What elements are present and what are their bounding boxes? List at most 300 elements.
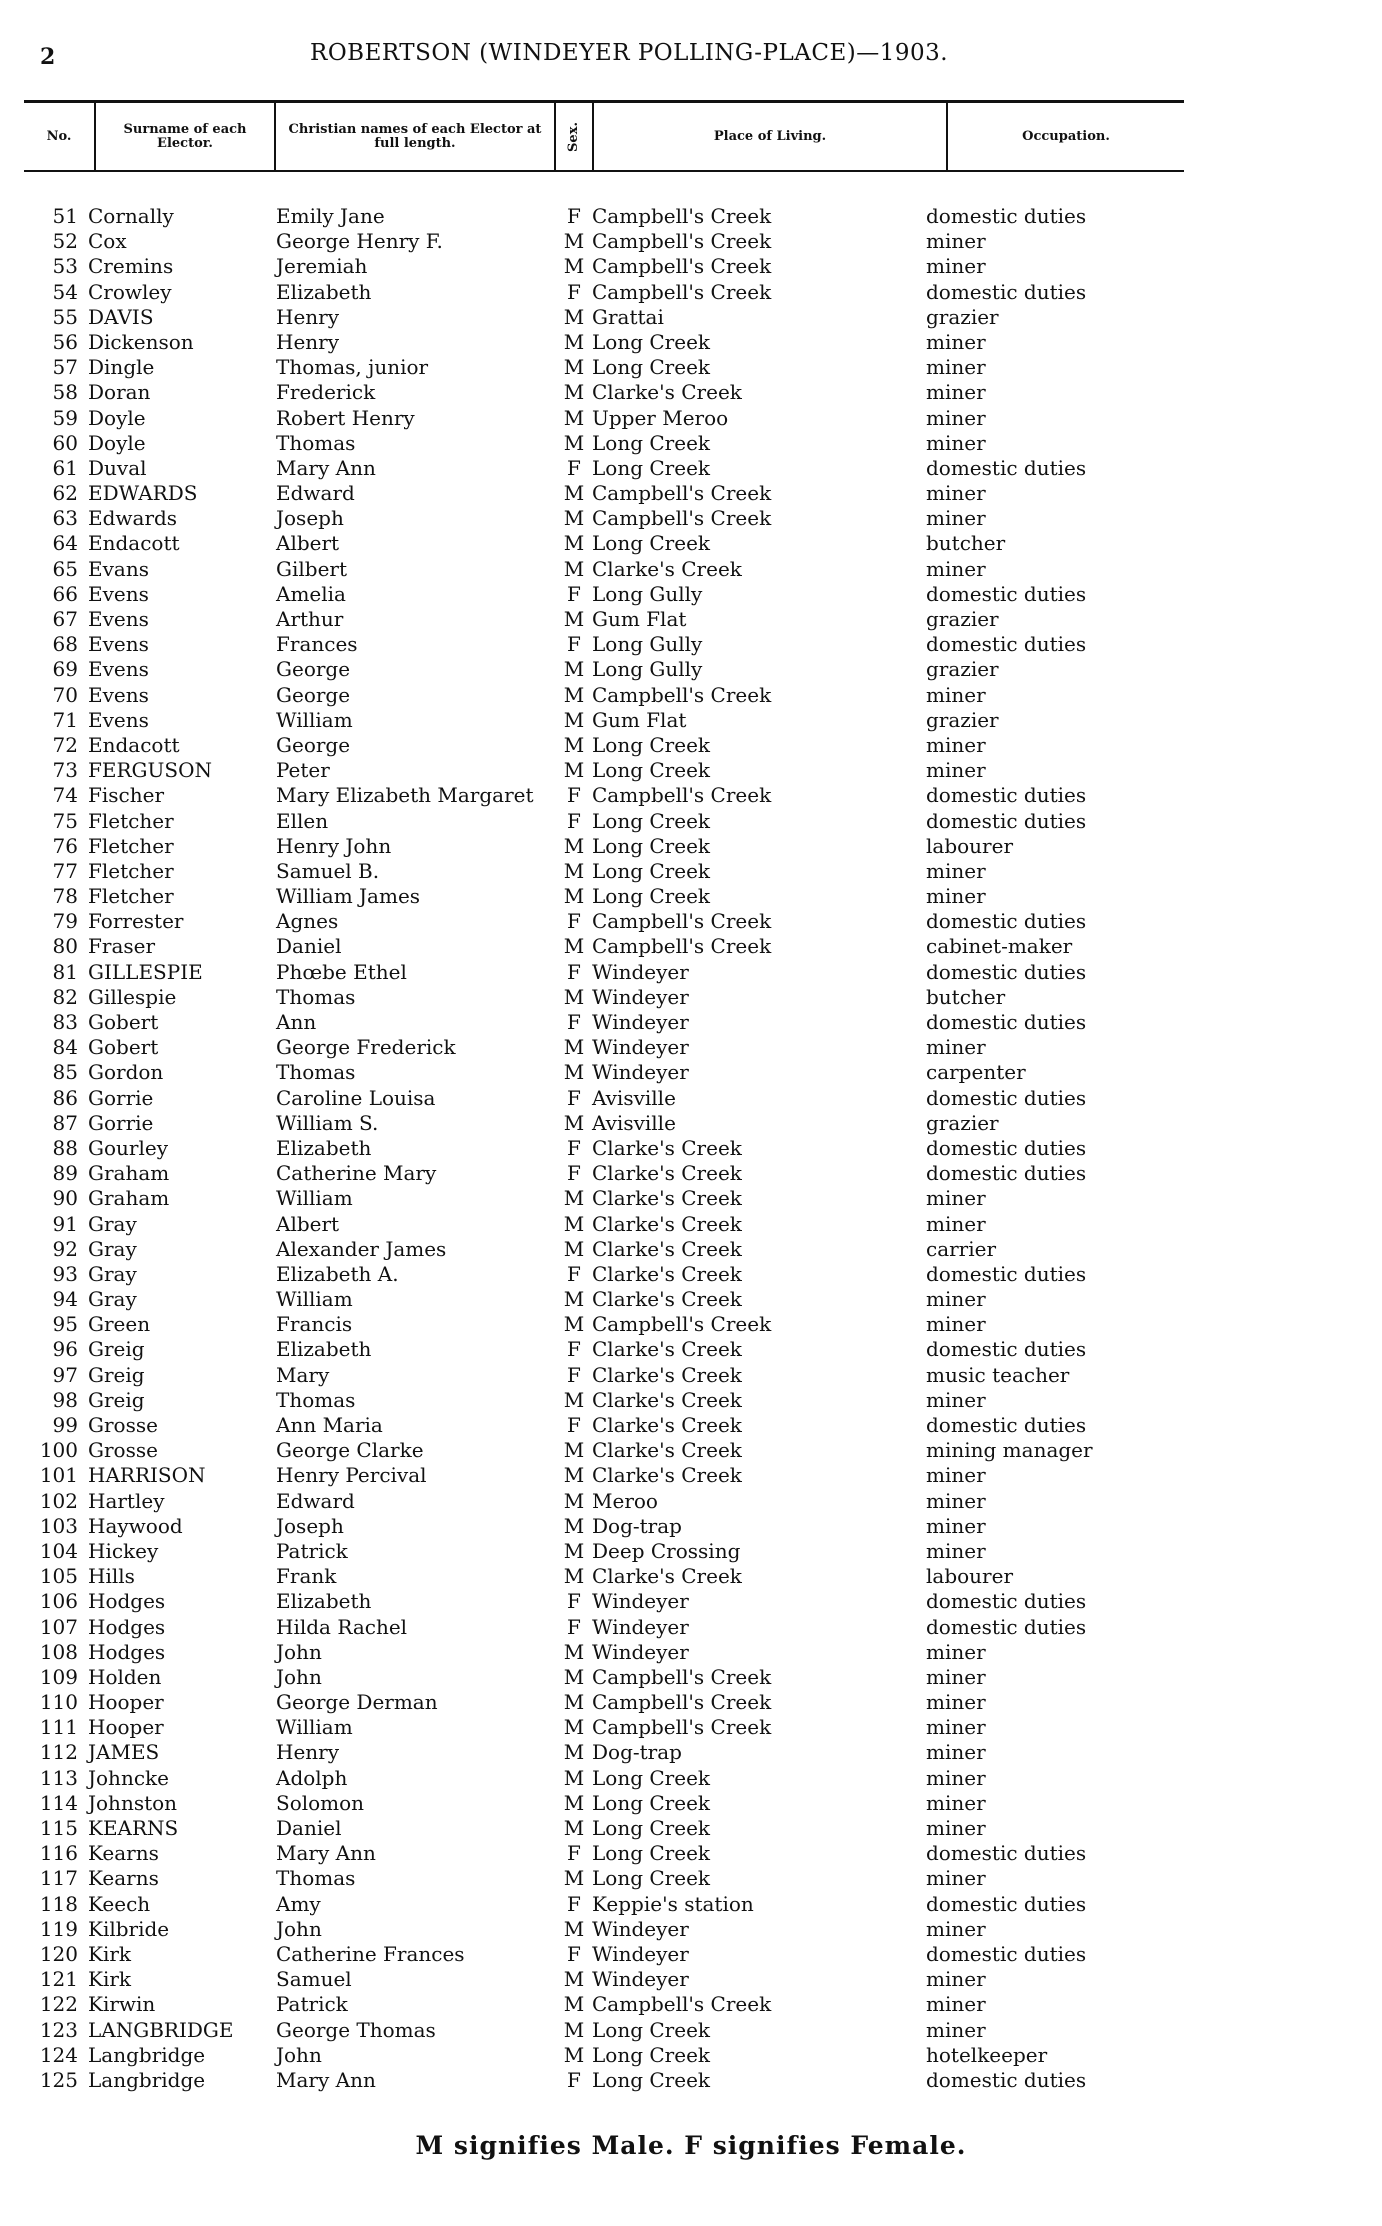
elector-surname: Crowley [88,279,172,304]
elector-surname: Hodges [88,1614,166,1639]
elector-place-of-living: Long Creek [592,2067,711,2092]
elector-place-of-living: Long Creek [592,808,711,833]
elector-occupation: labourer [926,1564,1014,1589]
elector-surname: FERGUSON [88,758,212,783]
elector-christian-names: Edward [276,481,355,506]
elector-sex: M [563,1236,585,1261]
elector-occupation: miner [926,1387,986,1412]
elector-sex: M [563,1312,585,1337]
elector-place-of-living: Long Gully [592,632,703,657]
elector-sex: F [567,1135,581,1160]
elector-place-of-living: Long Creek [592,1765,711,1790]
elector-surname: Fletcher [88,808,174,833]
elector-number: 79 [52,909,78,934]
elector-place-of-living: Campbell's Creek [592,934,772,959]
elector-sex: F [567,808,581,833]
elector-number: 114 [39,1790,78,1815]
elector-christian-names: Gilbert [276,556,348,581]
elector-number: 51 [52,204,78,228]
elector-sex: F [567,783,581,808]
elector-number: 95 [52,1312,78,1337]
elector-christian-names: Mary [276,1362,330,1387]
elector-surname: Gorrie [88,1110,154,1135]
elector-number: 124 [39,2042,78,2067]
elector-sex: M [563,732,585,757]
elector-sex: M [563,682,585,707]
elector-place-of-living: Clarke's Creek [592,1564,742,1589]
table-row [0,834,1382,859]
elector-occupation: domestic duties [926,581,1087,606]
elector-sex: M [563,833,585,858]
elector-christian-names: John [276,1664,322,1689]
electors-list [0,204,1382,2093]
elector-sex: F [567,1941,581,1966]
elector-christian-names: Henry [276,304,340,329]
elector-sex: F [567,1614,581,1639]
elector-surname: Kirk [88,1941,132,1966]
elector-christian-names: Daniel [276,1816,342,1840]
elector-christian-names: Patrick [276,1538,348,1563]
elector-place-of-living: Long Creek [592,1841,711,1866]
elector-occupation: domestic duties [926,2067,1087,2092]
elector-christian-names: Amy [276,1891,321,1916]
table-row [0,1489,1382,1514]
elector-surname: Doyle [88,405,146,430]
elector-occupation: miner [926,254,986,279]
elector-christian-names: George [276,682,351,707]
elector-place-of-living: Long Creek [592,2042,711,2067]
elector-sex: F [567,959,581,984]
elector-occupation: grazier [926,304,999,329]
elector-sex: F [567,455,581,480]
elector-sex: M [563,1438,585,1463]
elector-christian-names: Mary Elizabeth Margaret [276,783,534,808]
elector-surname: GILLESPIE [88,959,203,984]
column-header-occupation: Occupation. [1022,128,1110,144]
elector-occupation: mining manager [926,1438,1093,1463]
elector-sex: M [563,329,585,354]
elector-surname: Gray [88,1261,137,1286]
elector-occupation: domestic duties [926,455,1087,480]
table-row [0,884,1382,909]
elector-sex: M [563,229,585,254]
elector-sex: M [563,1488,585,1513]
elector-place-of-living: Campbell's Creek [592,279,772,304]
elector-number: 77 [52,858,78,883]
elector-surname: Evens [88,707,149,732]
elector-number: 125 [39,2067,78,2092]
elector-sex: M [563,2017,585,2042]
table-row [0,1287,1382,1312]
elector-surname: Doyle [88,430,146,455]
elector-place-of-living: Avisville [592,1085,676,1110]
table-row [0,1514,1382,1539]
elector-number: 62 [52,481,78,506]
table-row [0,1237,1382,1262]
elector-number: 112 [39,1740,78,1765]
elector-christian-names: Solomon [276,1790,365,1815]
elector-christian-names: John [276,2042,322,2067]
elector-place-of-living: Clarke's Creek [592,1287,742,1312]
table-row [0,355,1382,380]
elector-occupation: miner [926,1690,986,1715]
elector-sex: F [567,1010,581,1034]
elector-occupation: grazier [926,657,999,682]
elector-place-of-living: Grattai [592,304,664,329]
column-header-place: Place of Living. [594,103,948,170]
elector-occupation: carpenter [926,1060,1026,1085]
elector-number: 105 [39,1564,78,1589]
elector-occupation: domestic duties [926,959,1087,984]
elector-occupation: miner [926,1715,986,1740]
elector-christian-names: Thomas, junior [276,355,429,380]
elector-sex: M [563,355,585,380]
elector-surname: Cremins [88,254,174,279]
elector-occupation: miner [926,1186,986,1211]
elector-place-of-living: Campbell's Creek [592,204,772,228]
elector-occupation: miner [926,1866,986,1891]
elector-place-of-living: Long Creek [592,833,711,858]
elector-occupation: butcher [926,531,1006,556]
elector-christian-names: Robert Henry [276,405,415,430]
elector-sex: M [563,1765,585,1790]
elector-surname: Hooper [88,1715,164,1740]
elector-number: 54 [52,279,78,304]
elector-occupation: miner [926,1916,986,1941]
elector-sex: M [563,1690,585,1715]
elector-christian-names: George Frederick [276,1035,456,1060]
elector-christian-names: Henry John [276,833,392,858]
elector-christian-names: Ann Maria [276,1413,383,1437]
elector-christian-names: Agnes [276,909,339,934]
table-row [0,204,1382,229]
elector-sex: F [567,2067,581,2092]
elector-christian-names: Daniel [276,934,342,959]
elector-number: 56 [52,329,78,354]
elector-surname: Endacott [88,531,180,556]
table-row [0,1564,1382,1589]
elector-sex: M [563,1060,585,1085]
table-row [0,1589,1382,1614]
elector-number: 57 [52,355,78,380]
elector-number: 101 [39,1463,78,1488]
elector-surname: Evens [88,581,149,606]
elector-occupation: butcher [926,984,1006,1009]
table-row [0,1640,1382,1665]
elector-place-of-living: Long Creek [592,858,711,883]
elector-surname: KEARNS [88,1816,179,1840]
elector-christian-names: Samuel B. [276,858,380,883]
elector-sex: F [567,581,581,606]
elector-christian-names: Caroline Louisa [276,1085,436,1110]
elector-occupation: miner [926,1312,986,1337]
elector-occupation: miner [926,1211,986,1236]
elector-surname: Fletcher [88,884,174,909]
table-row [0,1992,1382,2017]
table-row [0,1615,1382,1640]
elector-surname: LANGBRIDGE [88,2017,234,2042]
elector-occupation: miner [926,1992,986,2017]
elector-surname: Greig [88,1362,145,1387]
elector-sex: M [563,1639,585,1664]
elector-surname: Hartley [88,1488,165,1513]
elector-number: 67 [52,607,78,631]
elector-place-of-living: Windeyer [592,1916,689,1941]
elector-surname: Graham [88,1161,170,1186]
elector-surname: Gray [88,1211,137,1236]
elector-sex: M [563,984,585,1009]
elector-sex: M [563,934,585,959]
elector-number: 89 [52,1161,78,1186]
table-row [0,708,1382,733]
table-row [0,1010,1382,1035]
elector-sex: M [563,531,585,556]
elector-number: 102 [39,1488,78,1513]
elector-place-of-living: Clarke's Creek [592,1463,742,1488]
elector-surname: Gobert [88,1035,159,1060]
table-row [0,1060,1382,1085]
elector-christian-names: Mary Ann [276,2067,376,2092]
elector-occupation: miner [926,380,986,405]
elector-place-of-living: Windeyer [592,1639,689,1664]
elector-sex: M [563,607,585,631]
elector-surname: Greig [88,1337,145,1362]
elector-occupation: miner [926,1287,986,1312]
elector-christian-names: Edward [276,1488,355,1513]
elector-number: 65 [52,556,78,581]
elector-place-of-living: Windeyer [592,1035,689,1060]
elector-surname: Evens [88,632,149,657]
elector-place-of-living: Campbell's Creek [592,1715,772,1740]
elector-place-of-living: Long Creek [592,2017,711,2042]
elector-christian-names: Thomas [276,984,356,1009]
elector-number: 92 [52,1236,78,1261]
elector-occupation: miner [926,430,986,455]
elector-sex: M [563,1564,585,1589]
elector-surname: Endacott [88,732,180,757]
elector-number: 108 [39,1639,78,1664]
elector-number: 87 [52,1110,78,1135]
elector-occupation: miner [926,1639,986,1664]
column-header-surname: Surname of each Elector. [96,103,276,170]
table-row [0,960,1382,985]
elector-place-of-living: Long Creek [592,758,711,783]
elector-place-of-living: Windeyer [592,1941,689,1966]
elector-place-of-living: Windeyer [592,1967,689,1992]
elector-christian-names: Joseph [276,1513,344,1538]
elector-sex: F [567,909,581,934]
elector-sex: M [563,430,585,455]
elector-occupation: miner [926,1513,986,1538]
table-row [0,607,1382,632]
elector-occupation: cabinet-maker [926,934,1073,959]
elector-number: 123 [39,2017,78,2042]
elector-surname: Kirwin [88,1992,156,2017]
elector-christian-names: William [276,1186,353,1211]
elector-number: 74 [52,783,78,808]
elector-occupation: miner [926,1035,986,1060]
elector-sex: M [563,758,585,783]
elector-occupation: domestic duties [926,1085,1087,1110]
table-row [0,809,1382,834]
elector-christian-names: George [276,732,351,757]
table-row [0,1740,1382,1765]
table-row [0,1866,1382,1891]
elector-christian-names: George Henry F. [276,229,443,254]
elector-number: 116 [39,1841,78,1866]
column-header-sex-label: Sex. [566,121,581,152]
elector-place-of-living: Campbell's Creek [592,1312,772,1337]
elector-christian-names: Thomas [276,430,356,455]
elector-surname: Keech [88,1891,151,1916]
elector-christian-names: Frank [276,1564,337,1589]
elector-number: 120 [39,1941,78,1966]
elector-number: 69 [52,657,78,682]
elector-surname: Grosse [88,1413,158,1437]
elector-number: 117 [39,1866,78,1891]
elector-sex: M [563,1992,585,2017]
table-row [0,1917,1382,1942]
elector-occupation: miner [926,1463,986,1488]
elector-surname: HARRISON [88,1463,206,1488]
elector-sex: F [567,204,581,228]
elector-sex: M [563,1287,585,1312]
elector-occupation: domestic duties [926,1941,1087,1966]
elector-sex: F [567,1161,581,1186]
elector-sex: M [563,481,585,506]
elector-occupation: domestic duties [926,1261,1087,1286]
table-row [0,1539,1382,1564]
elector-occupation: domestic duties [926,1614,1087,1639]
elector-christian-names: Catherine Frances [276,1941,465,1966]
elector-occupation: domestic duties [926,1135,1087,1160]
elector-occupation: miner [926,682,986,707]
table-row [0,481,1382,506]
elector-surname: Gourley [88,1135,168,1160]
elector-surname: Dickenson [88,329,194,354]
table-row [0,2043,1382,2068]
elector-christian-names: Thomas [276,1060,356,1085]
table-row [0,456,1382,481]
elector-number: 71 [52,707,78,732]
elector-place-of-living: Clarke's Creek [592,1387,742,1412]
table-row [0,280,1382,305]
elector-occupation: miner [926,405,986,430]
elector-place-of-living: Long Gully [592,657,703,682]
elector-surname: Doran [88,380,151,405]
elector-occupation: domestic duties [926,1413,1087,1437]
elector-surname: Haywood [88,1513,183,1538]
table-row [0,934,1382,959]
elector-place-of-living: Long Creek [592,732,711,757]
elector-christian-names: Francis [276,1312,353,1337]
elector-occupation: miner [926,481,986,506]
elector-sex: M [563,1211,585,1236]
table-row [0,1312,1382,1337]
table-row [0,380,1382,405]
elector-number: 73 [52,758,78,783]
elector-occupation: domestic duties [926,909,1087,934]
table-row [0,1841,1382,1866]
elector-christian-names: Amelia [276,581,346,606]
elector-christian-names: Jeremiah [276,254,368,279]
table-row [0,1363,1382,1388]
elector-christian-names: Arthur [276,607,344,631]
elector-number: 52 [52,229,78,254]
elector-sex: M [563,657,585,682]
elector-sex: M [563,254,585,279]
elector-place-of-living: Campbell's Creek [592,481,772,506]
elector-sex: M [563,380,585,405]
elector-surname: Gray [88,1287,137,1312]
elector-occupation: music teacher [926,1362,1070,1387]
elector-surname: JAMES [88,1740,160,1765]
elector-sex: M [563,1790,585,1815]
elector-christian-names: Elizabeth [276,1589,372,1614]
elector-sex: M [563,1463,585,1488]
elector-number: 68 [52,632,78,657]
elector-place-of-living: Campbell's Creek [592,1992,772,2017]
elector-occupation: miner [926,1664,986,1689]
elector-place-of-living: Windeyer [592,959,689,984]
column-header-sex [556,103,594,170]
elector-number: 121 [39,1967,78,1992]
elector-surname: DAVIS [88,304,154,329]
elector-sex: F [567,632,581,657]
table-row [0,1791,1382,1816]
elector-sex: F [567,1261,581,1286]
elector-number: 91 [52,1211,78,1236]
elector-place-of-living: Clarke's Creek [592,380,742,405]
elector-occupation: miner [926,1765,986,1790]
elector-place-of-living: Long Creek [592,1816,711,1840]
elector-place-of-living: Campbell's Creek [592,1690,772,1715]
header-bottom-rule [24,170,1184,172]
column-header-no: No. [24,103,96,170]
elector-place-of-living: Clarke's Creek [592,1236,742,1261]
elector-sex: F [567,1413,581,1437]
table-row [0,1967,1382,1992]
elector-occupation: carrier [926,1236,997,1261]
table-row [0,1665,1382,1690]
elector-occupation: miner [926,355,986,380]
elector-occupation: miner [926,1967,986,1992]
elector-surname: Hills [88,1564,135,1589]
table-row [0,1136,1382,1161]
elector-christian-names: Samuel [276,1967,352,1992]
elector-sex: M [563,2042,585,2067]
elector-place-of-living: Clarke's Creek [592,1161,742,1186]
elector-number: 93 [52,1261,78,1286]
elector-occupation: miner [926,1488,986,1513]
elector-christian-names: Elizabeth A. [276,1261,399,1286]
elector-number: 115 [39,1816,78,1840]
elector-surname: Gordon [88,1060,164,1085]
elector-occupation: miner [926,556,986,581]
elector-sex: F [567,1841,581,1866]
table-row [0,758,1382,783]
elector-sex: M [563,304,585,329]
elector-sex: M [563,1866,585,1891]
elector-place-of-living: Long Creek [592,1866,711,1891]
elector-place-of-living: Clarke's Creek [592,1413,742,1437]
elector-place-of-living: Campbell's Creek [592,229,772,254]
elector-place-of-living: Gum Flat [592,607,687,631]
elector-christian-names: John [276,1916,322,1941]
elector-surname: Kearns [88,1841,159,1866]
elector-occupation: miner [926,884,986,909]
table-row [0,1337,1382,1362]
